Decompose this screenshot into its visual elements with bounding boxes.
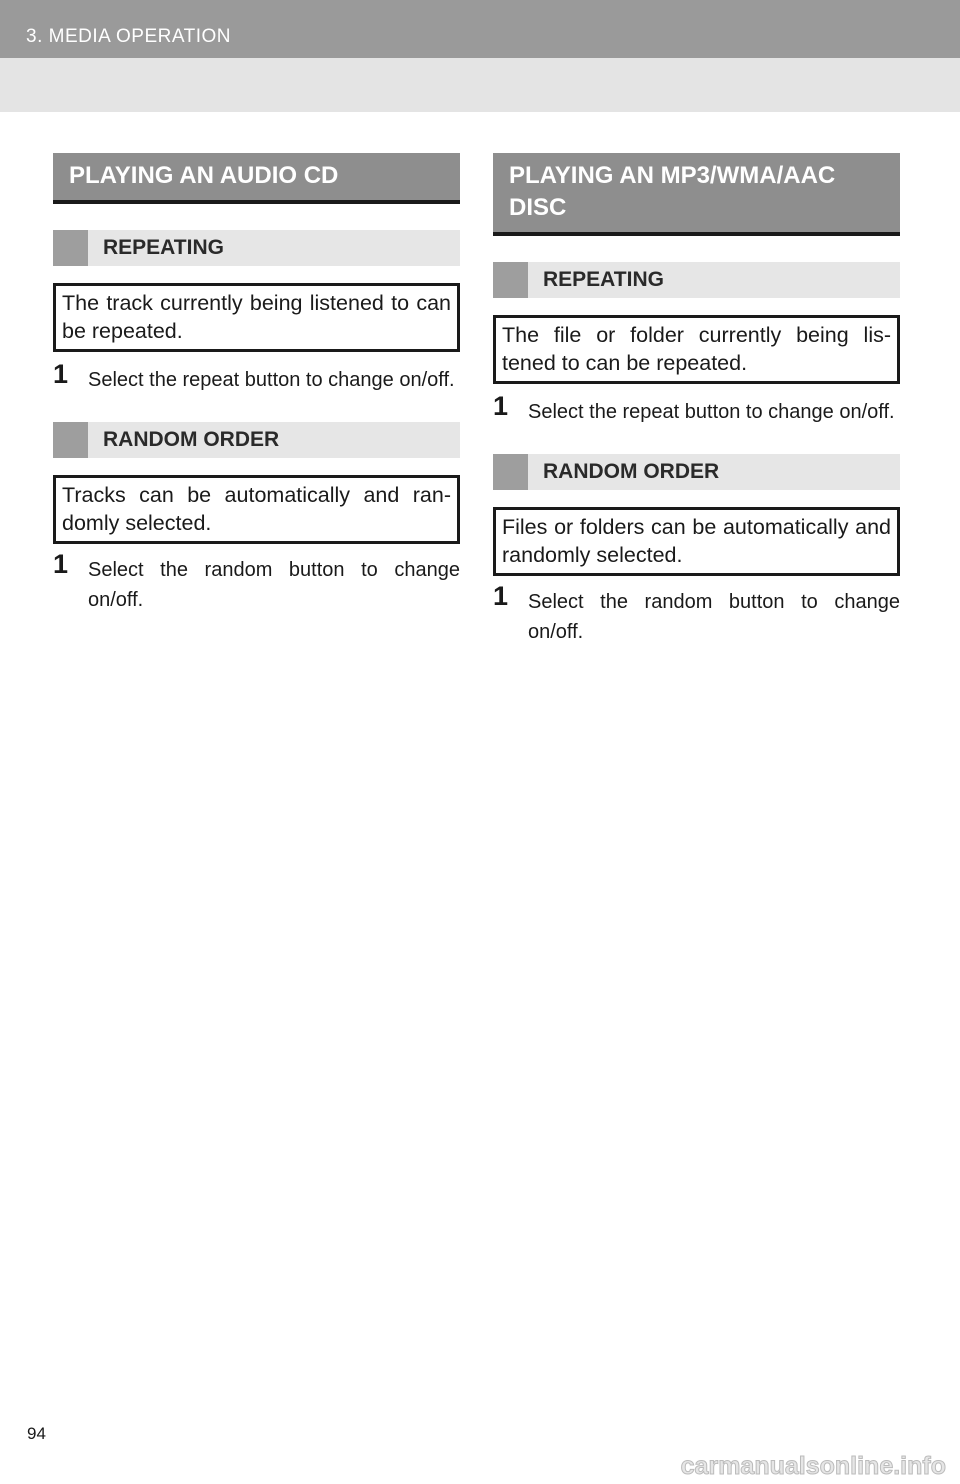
description-box: The file or folder currently being lis- tened to can be repeated. <box>493 315 900 384</box>
step-number: 1 <box>493 581 509 611</box>
description-box: The track currently being listened to can be repeated. <box>53 283 460 352</box>
step-text: Select the random button to change on/off. <box>528 591 900 643</box>
step-text: Select the random button to change on/off. <box>88 559 460 611</box>
subsection-label: REPEATING <box>543 268 664 291</box>
audio-cd-column <box>53 153 460 615</box>
step-text: Select the repeat button to change on/off. <box>528 401 895 423</box>
subsection-marker <box>53 422 88 458</box>
subsection-repeating <box>493 262 900 298</box>
step-number: 1 <box>53 359 69 389</box>
description-box: Tracks can be automatically and ran- domly selected. <box>53 475 460 544</box>
section-title-audio-cd: PLAYING AN AUDIO CD <box>53 153 460 204</box>
mp3-disc-column <box>493 153 900 647</box>
subsection-marker <box>53 230 88 266</box>
step-text: Select the repeat button to change on/off. <box>88 369 455 391</box>
step-number: 1 <box>493 391 509 421</box>
subsection-marker <box>493 454 528 490</box>
page-number: 94 <box>27 1424 46 1443</box>
subsection-label: REPEATING <box>103 236 224 259</box>
header-strip <box>0 0 960 58</box>
section-title-mp3-disc: PLAYING AN MP3/WMA/AAC DISC <box>493 153 900 236</box>
subsection-random-order <box>53 422 460 458</box>
subsection-label: RANDOM ORDER <box>103 428 280 451</box>
subsection-random-order <box>493 454 900 490</box>
step <box>53 549 460 615</box>
subsection-label: RANDOM ORDER <box>543 460 720 483</box>
subsection-repeating <box>53 230 460 266</box>
step <box>493 581 900 647</box>
chapter-label: 3. MEDIA OPERATION <box>26 26 232 47</box>
step-number: 1 <box>53 549 69 579</box>
description-box: Files or folders can be automatically and randomly selected. <box>493 507 900 576</box>
step <box>493 391 900 427</box>
subsection-marker <box>493 262 528 298</box>
step <box>53 359 460 395</box>
watermark: carmanualsonline.info <box>680 1452 946 1480</box>
